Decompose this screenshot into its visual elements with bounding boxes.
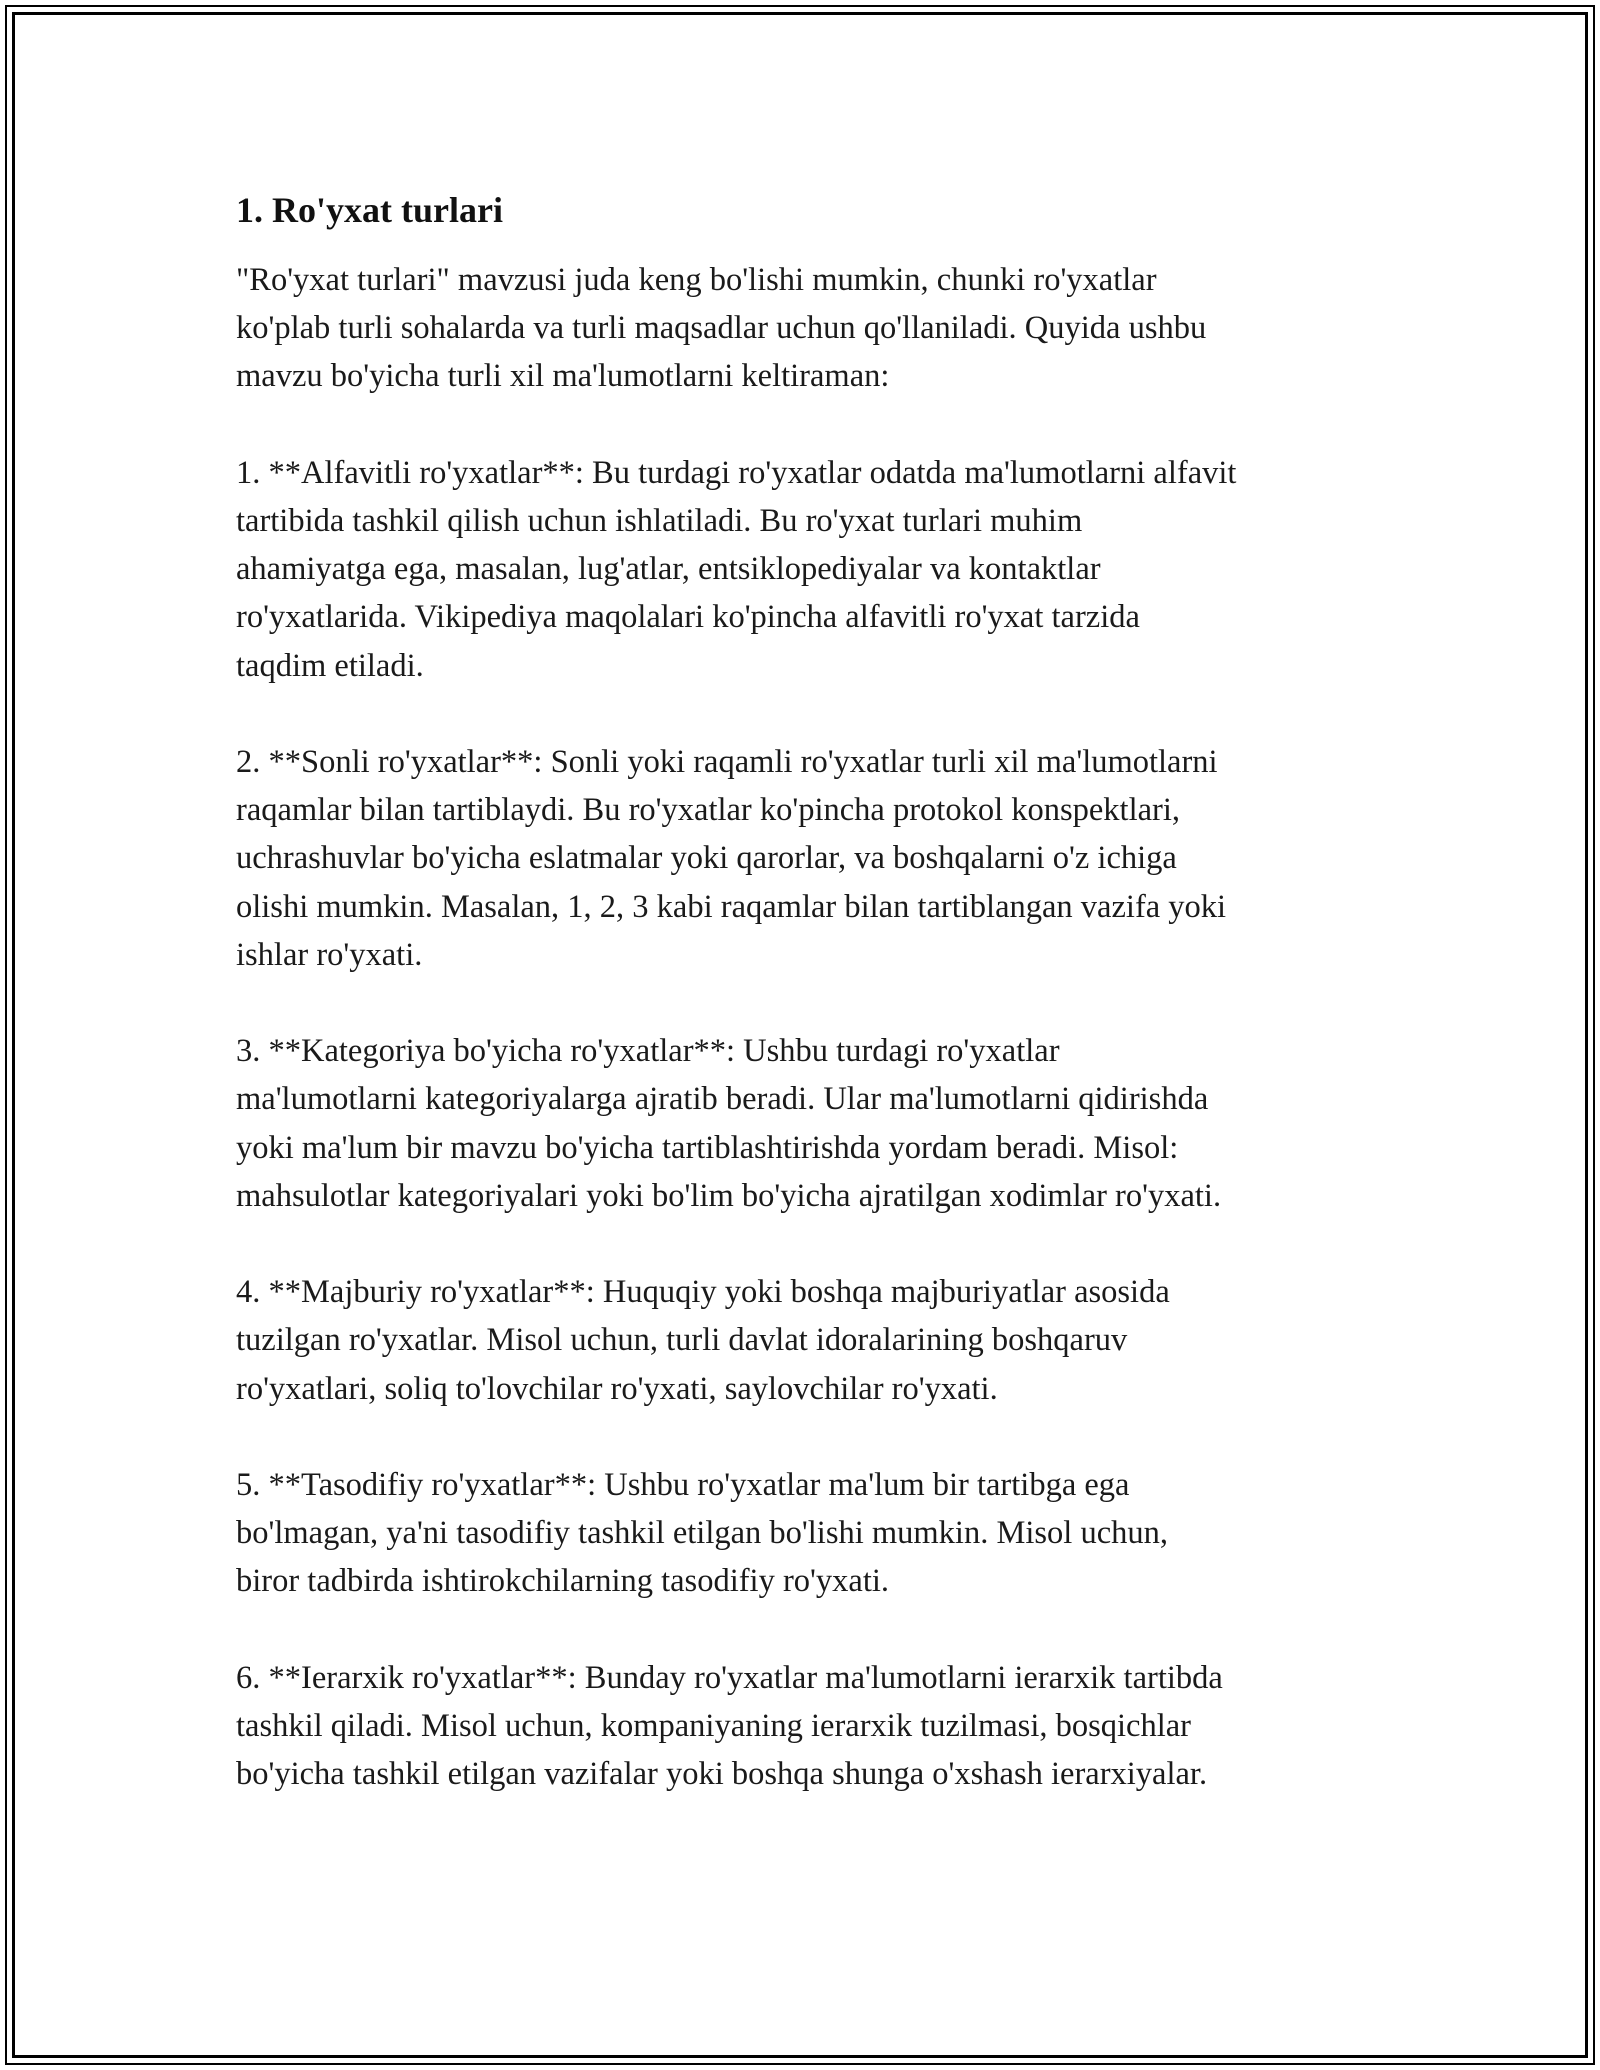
intro-paragraph: "Ro'yxat turlari" mavzusi juda keng bo'lishi mumkin, chunki ro'yxatlar ko'plab turli sohalarda va turli maqsadlar uchun qo'llaniladi. Quyida ushbu mavzu bo'yicha turli xil ma'lumotlarni keltiraman:: [236, 262, 1207, 395]
list-item-random: 5. **Tasodifiy ro'yxatlar**: Ushbu ro'yxatlar ma'lum bir tartibga ega bo'lmagan, ya'ni tasodifiy tashkil etilgan bo'lishi mumkin. Misol uchun, biror tadbirda ishtirokchilarning tasodifiy ro'yxati.: [236, 1467, 1168, 1600]
list-item-category: 3. **Kategoriya bo'yicha ro'yxatlar**: Ushbu turdagi ro'yxatlar ma'lumotlarni kategoriyalarga ajratib beradi. Ular ma'lumotlarni qidirishda yoki ma'lum bir mavzu bo'yicha tartiblashtirishda yordam beradi. Misol: mahsulotlar kategoriyalari yoki bo'lim bo'yicha ajratilgan xodimlar ro'yxati.: [236, 1033, 1222, 1214]
list-item-hierarchical: 6. **Ierarxik ro'yxatlar**: Bunday ro'yxatlar ma'lumotlarni ierarxik tartibda tashkil qiladi. Misol uchun, kompaniyaning ierarxik tuzilmasi, bosqichlar bo'yicha tashkil etilgan vazifalar yoki boshqa shunga o'xshash ierarxiyalar.: [236, 1659, 1223, 1793]
list-item-numbered: 2. **Sonli ro'yxatlar**: Sonli yoki raqamli ro'yxatlar turli xil ma'lumotlarni raqamlar bilan tartiblaydi. Bu ro'yxatlar ko'pincha protokol konspektlari, uchrashuvlar bo'yicha eslatmalar yoki qarorlar, va boshqalarni o'z ichiga olishi mumkin. Masalan, 1, 2, 3 kabi raqamlar bilan tartiblangan vazifa yoki ishlar ro'yxati.: [236, 744, 1227, 973]
list-item-alphabetical: 1. **Alfavitli ro'yxatlar**: Bu turdagi ro'yxatlar odatda ma'lumotlarni alfavit tartibida tashkil qilish uchun ishlatiladi. Bu ro'yxat turlari muhim ahamiyatga ega, masalan, lug'atlar, entsiklopediyalar va kontaktlar ro'yxatlarida. Vikipediya maqolalari ko'pincha alfavitli ro'yxat tarzida taqdim etiladi.: [236, 454, 1237, 684]
document-body: [236, 186, 1386, 1847]
section-heading: 1. Ro'yxat turlari: [236, 190, 503, 230]
list-item-mandatory: 4. **Majburiy ro'yxatlar**: Huquqiy yoki boshqa majburiyatlar asosida tuzilgan ro'yxatlar. Misol uchun, turli davlat idoralarining boshqaruv ro'yxatlari, soliq to'lovchilar ro'yxati, saylovchilar ro'yxati.: [236, 1274, 1170, 1407]
